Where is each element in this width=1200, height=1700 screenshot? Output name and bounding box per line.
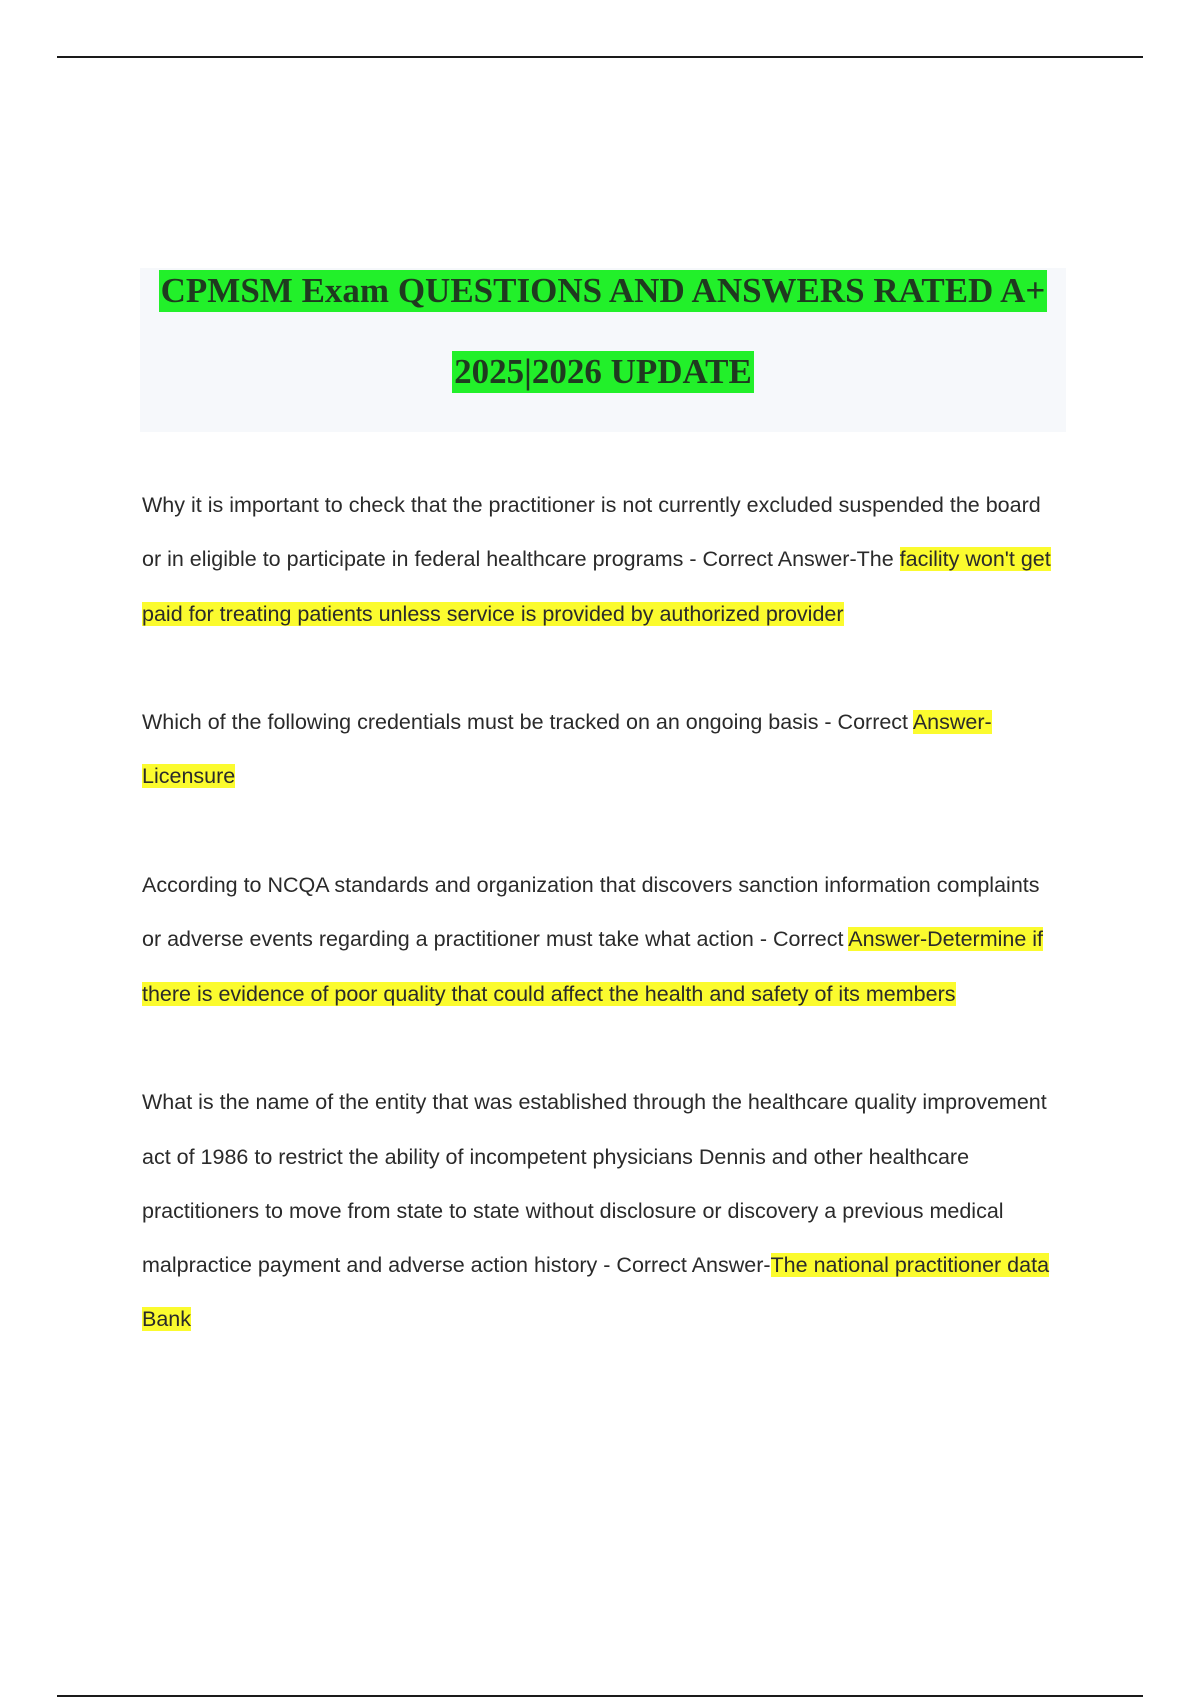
qa-item — [142, 478, 1062, 641]
bottom-rule — [57, 1695, 1143, 1697]
title-block — [140, 268, 1066, 432]
qa-item — [142, 858, 1062, 1021]
top-rule — [57, 56, 1143, 58]
question-text: Which of the following credentials must be tracked on an ongoing basis - Correct — [142, 710, 913, 735]
qa-item — [142, 1075, 1062, 1346]
document-subtitle: 2025|2026 UPDATE — [454, 352, 752, 391]
qa-item — [142, 695, 1062, 804]
answer-text: facility won't get paid for treating patients unless service is provided by authorized provider — [142, 547, 1051, 626]
answer-text: Answer-Licensure — [142, 710, 992, 789]
question-text: What is the name of the entity that was established through the healthcare quality improvement act of 1986 to restrict the ability of incompetent physicians Dennis and other healthcare practitioners to move from state to state without disclosure or discovery a previous medical malpractice payment and adverse action history - Correct Answer- — [142, 1090, 1047, 1278]
question-text: According to NCQA standards and organization that discovers sanction information complaints or adverse events regarding a practitioner must take what action - Correct — [142, 873, 1040, 952]
question-text: Why it is important to check that the practitioner is not currently excluded suspended the board or in eligible to participate in federal healthcare programs - Correct Answer-The — [142, 493, 1041, 572]
answer-text: The national practitioner data Bank — [142, 1253, 1050, 1332]
answer-text: Answer-Determine if there is evidence of poor quality that could affect the health and safety of its members — [142, 927, 1044, 1006]
document-title: CPMSM Exam QUESTIONS AND ANSWERS RATED A+ — [160, 271, 1046, 310]
qa-list — [142, 478, 1062, 1401]
